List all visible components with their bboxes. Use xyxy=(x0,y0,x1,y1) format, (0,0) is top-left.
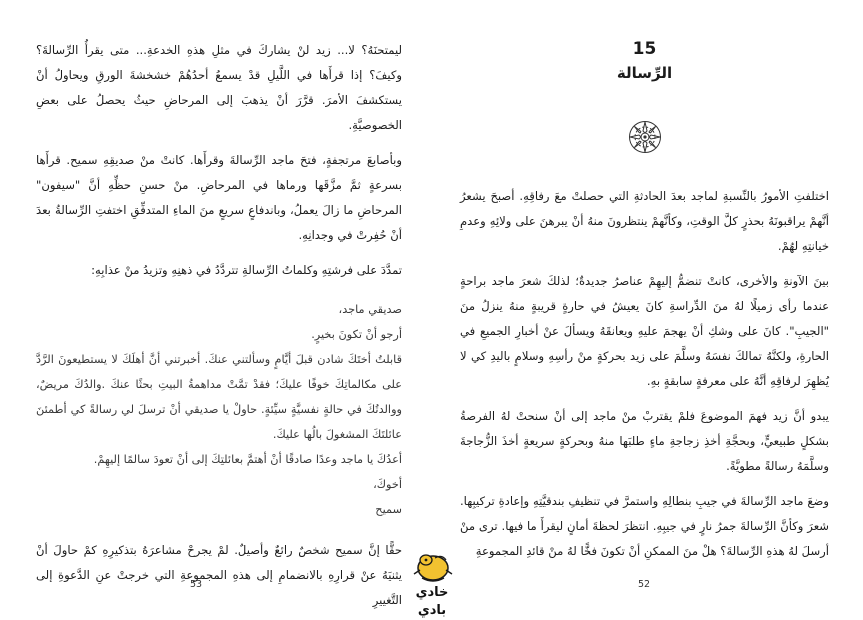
page-number: 53 xyxy=(189,579,203,590)
paragraph: اختلفتِ الأمورُ بالنِّسبةِ لماجد بعدَ الحادثةِ التي حصلتْ معَ رفاقِهِ. أصبحَ يشعرُ أنَّهمْ يراقبونَهُ بحذرٍ كلَّ الوقتِ، وكأنَّهمْ ينتظرونَ منهُ أنْ يبرهنَ على ولائِهِ وعدمِ خيانتِهِ لهُمْ. xyxy=(460,189,829,253)
paragraph: تمدَّدَ على فرشتِهِ وكلماتُ الرِّسالةِ تتردَّدُ في ذهنِهِ وتزيدُ منْ عذابِهِ: xyxy=(91,263,402,277)
logo-mascot-icon xyxy=(402,548,462,586)
right-page xyxy=(432,0,863,616)
paragraph: ليمتحنَهُ؟ لا... زيد لنْ يشاركَ في مثلِ هذهِ الخدعةِ... متى يقرأُ الرِّسالةَ؟ وكيفَ؟ إذا قرأَها في اللَّيلِ قدْ يسمعُ أحدُهُمْ خشخشةَ الورقِ ويحاولُ أنْ يستكشفَ الأمرَ. قرَّرَ أنْ يذهبَ إلى المرحاضِ حيثُ يحصلُ على بعضِ الخصوصيَّةِ. xyxy=(36,43,402,132)
letter-signature: سميح xyxy=(375,503,402,516)
page-number: 52 xyxy=(637,579,651,590)
paragraph: بينَ الآونةِ والأخرى، كانتْ تنضمُّ إليهِمْ عناصرُ جديدةٌ؛ لذلكَ شعرَ ماجد براحةٍ عندما رأى زميلًا لهُ منَ الدِّراسةِ كانَ يعيشُ في حارةٍ قريبةٍ منهُ ينزلُ منَ "الجيبِ". كانَ على وشكِ أنْ يهجمَ عليهِ ويعانقَهُ ويسألَ عنْ أخبارِ الجميعِ في الحارةِ، ولكنَّهُ تمالكَ نفسَهُ وسلَّمَ على زيد بحركةٍ منْ رأسِهِ وسلامٍ باليدِ كي لا يُظهِرَ لرفاقِهِ أنَّهُ على معرفةٍ سابقةٍ بهِ. xyxy=(460,274,829,388)
paragraph: يبدو أنَّ زيد فهمَ الموضوعَ فلمْ يقتربْ منْ ماجد إلى أنْ سنحتْ لهُ الفرصةُ بشكلٍ طبيعيٍّ، وبحجَّةِ أخذِ زجاجةِ ماءٍ طلبَها منهُ وبحركةٍ سريعةٍ أخذَ الزُّجاجةَ وسلَّمَهُ رسالةً مطويَّةً. xyxy=(460,409,829,473)
chapter-number: 15 xyxy=(632,39,657,59)
paragraph: وبأصابعَ مرتجفةٍ، فتحَ ماجد الرِّسالةَ وقرأَها. كانتْ منْ صديقِهِ سميح. قرأَها بسرعةٍ ثمَّ مزَّقَها ورماها في المرحاضِ. منْ حسنِ حظِّهِ أنَّ "سيفون" المرحاضِ ما زالَ يعملُ، وباندفاعٍ سريعٍ منَ الماءِ المتدفِّقِ اختفتِ الرِّسالةُ بعدَ أنْ حُفِرتْ في وجدانِهِ. xyxy=(36,153,402,242)
letter-greeting: صديقي ماجد، xyxy=(338,303,402,316)
chapter-heading xyxy=(460,38,829,86)
paragraph: وضعَ ماجد الرِّسالةَ في جيبِ بنطالِهِ واستمرَّ في تنظيفِ بندقيَّتِهِ وإعادةِ تركيبِها. شعرَ وكأنَّ الرِّسالةَ جمرُ نارٍ في جيبِهِ. انتظرَ لحظةَ أمانٍ ليقرأَ ما فيها. ترى منْ أرسلَ لهُ هذهِ الرِّسالةَ؟ هلْ منَ الممكنِ أنْ تكونَ فخًّا لهُ منْ قائدِ المجموعةِ xyxy=(460,494,829,558)
letter-line: أرجو أنْ تكونَ بخيرٍ. xyxy=(311,328,402,341)
left-page xyxy=(0,0,432,616)
letter-body: قابلتُ أختَكَ شادن قبلَ أيَّامٍ وسألتني عنكَ. أخبرتني أنَّ أهلَكَ لا يستطيعونَ الرَّدَّ على مكالماتِكَ خوفًا عليكَ؛ فقدْ تمَّتْ مداهمةُ البيتِ بحثًا عنكَ .والدُكَ مريضٌ، ووالدتُكَ في حالةٍ نفسيَّةٍ سيِّئةٍ. حاولْ يا صديقي أنْ ترسلَ لي رسالةً كي أطمئنَ عائلتَكَ المشغولَ بالُها عليكَ. xyxy=(36,353,402,441)
paragraph: حقًّا إنَّ سميح شخصٌ رائعٌ وأصيلٌ. لمْ يجرحْ مشاعرَهُ بتذكيرِهِ كمْ حاولَ أنْ يثنيَهُ عنْ قرارِهِ بالانضمامِ إلى هذهِ المجموعةِ التي خرجتْ عنِ الدَّعوةِ إلى التَّغييرِ xyxy=(36,543,402,607)
letter-line: أعدُكَ يا ماجد وعدًا صادقًا أنْ أهتمَّ بعائلتِكَ إلى أنْ تعودَ سالمًا إليهِمْ. xyxy=(93,453,402,466)
letter-block xyxy=(36,297,402,522)
chapter-title: الرِّسالة xyxy=(616,64,673,82)
ornament-icon xyxy=(628,120,662,154)
publisher-logo xyxy=(402,548,462,618)
logo-text: خادي بادي xyxy=(415,585,449,618)
letter-signoff: أخوكَ، xyxy=(373,478,402,491)
